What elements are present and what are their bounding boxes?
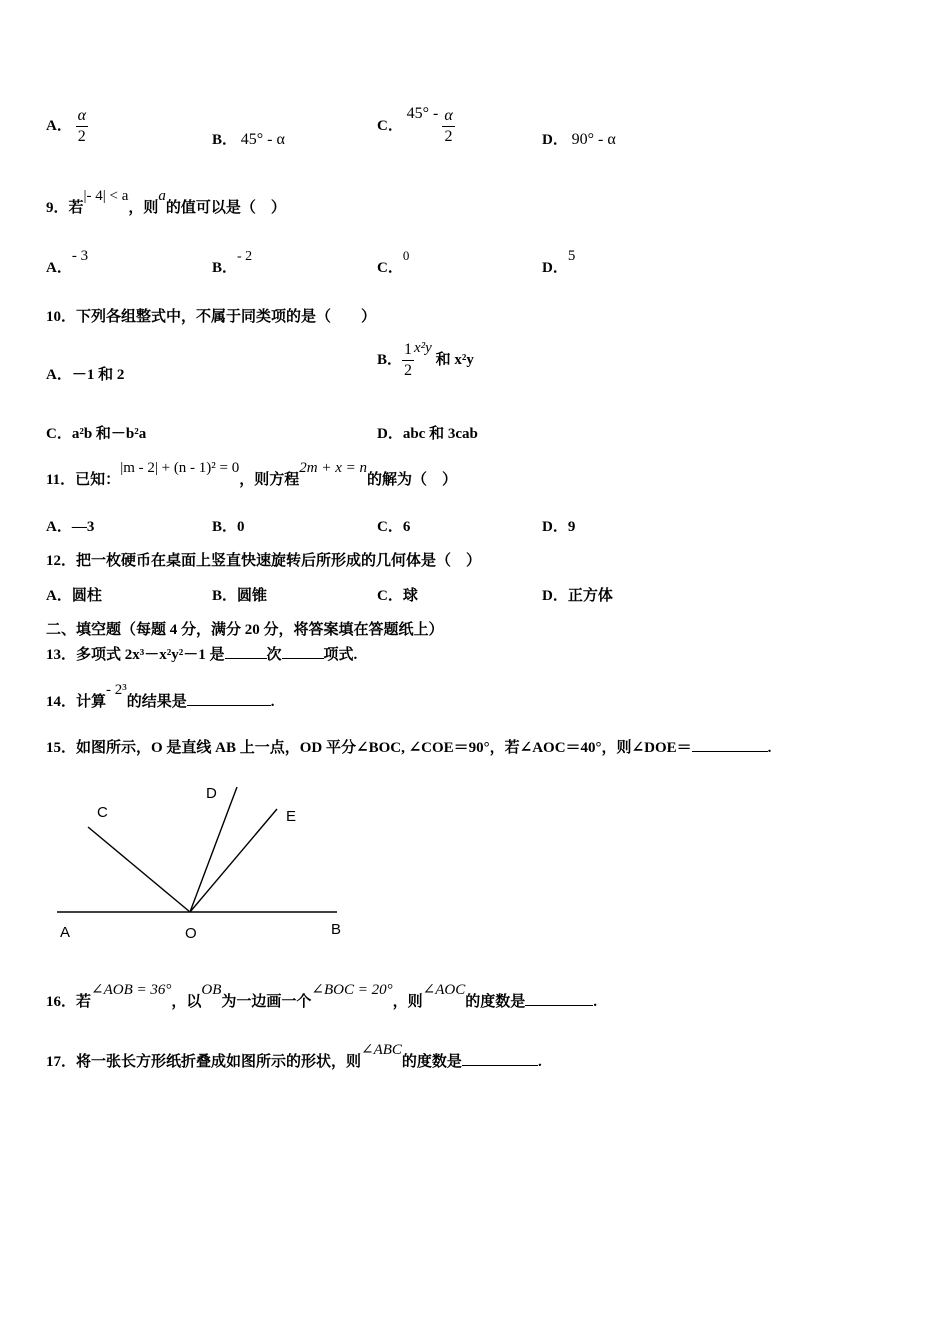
q10-option-a: A．－1 和 2 bbox=[46, 367, 125, 383]
q13-prefix: 13．多项式 bbox=[46, 647, 125, 663]
q17-abc: ∠ABC bbox=[361, 1042, 402, 1058]
q11-option-b bbox=[212, 515, 245, 536]
q10-option-c: C．a²b 和－b²a bbox=[46, 426, 147, 442]
q10-option-b bbox=[377, 340, 474, 381]
q16-mid3: ，则 bbox=[392, 994, 423, 1010]
q13-mid2: 次 bbox=[266, 647, 282, 663]
q16-boc: ∠BOC = 20° bbox=[311, 982, 393, 998]
q12-option-a bbox=[46, 584, 102, 605]
q9-option-value: - 3 bbox=[71, 248, 89, 264]
q11-prefix: 11．已知： bbox=[46, 472, 121, 488]
q16-ob: OB bbox=[201, 982, 222, 998]
q8-option-b-expr: 45° - α bbox=[240, 131, 285, 148]
q8-option-d-letter: D． bbox=[542, 132, 568, 148]
q12-option-value: 正方体 bbox=[567, 588, 613, 604]
q16-blank[interactable] bbox=[525, 1005, 593, 1006]
q14-end: . bbox=[270, 694, 275, 710]
q9-option-c bbox=[377, 248, 410, 277]
q8-option-a-letter: A． bbox=[46, 117, 72, 134]
label-o: O bbox=[185, 925, 197, 942]
q12-option-b bbox=[212, 584, 267, 605]
q8-option-c-letter: C． bbox=[377, 117, 403, 134]
label-e: E bbox=[286, 808, 297, 825]
q8-option-b-letter: B． bbox=[212, 132, 238, 148]
q17-end: . bbox=[537, 1054, 542, 1070]
q11-option-value: —3 bbox=[71, 519, 95, 535]
q8-option-b bbox=[212, 128, 285, 149]
q13-blank-degree[interactable] bbox=[225, 658, 267, 659]
q11-option-letter: C． bbox=[377, 519, 403, 535]
q8-option-c-left: 45° - bbox=[406, 104, 443, 122]
q8-c-den: 2 bbox=[444, 128, 453, 145]
q14-blank[interactable] bbox=[187, 705, 271, 706]
q8-a-den: 2 bbox=[77, 128, 86, 145]
q13-stem bbox=[46, 643, 357, 664]
q9-suffix: 的值可以是（ ） bbox=[165, 200, 286, 216]
q10-b-den: 2 bbox=[404, 362, 413, 379]
q9-option-value: - 2 bbox=[237, 249, 253, 264]
q13-suffix: 项式. bbox=[323, 647, 358, 663]
q9-option-letter: C． bbox=[377, 260, 403, 276]
q16-mid1: ，以 bbox=[171, 994, 202, 1010]
q14-suffix: 的结果是 bbox=[126, 694, 187, 710]
q9-option-value: 0 bbox=[402, 248, 410, 263]
q11-option-letter: B． bbox=[212, 519, 238, 535]
q8-a-num: α bbox=[76, 106, 88, 127]
q9-var: a bbox=[158, 188, 166, 204]
q11-option-a bbox=[46, 515, 94, 536]
q14-expr: - 2³ bbox=[106, 682, 127, 698]
q11-option-value: 0 bbox=[237, 519, 245, 535]
q15-end: . bbox=[767, 740, 772, 756]
q9-condition: |- 4| < a bbox=[83, 188, 129, 204]
q10-b-suffix: 和 x²y bbox=[435, 351, 474, 368]
q12-stem: 12．把一枚硬币在桌面上竖直快速旋转后所形成的几何体是（ ） bbox=[46, 553, 482, 569]
q12-option-letter: A． bbox=[46, 588, 72, 604]
q11-option-letter: A． bbox=[46, 519, 72, 535]
q9-mid: ，则 bbox=[128, 200, 159, 216]
q10-stem: 10．下列各组整式中，不属于同类项的是（ ） bbox=[46, 309, 377, 325]
q14-stem bbox=[46, 682, 275, 711]
q11-suffix: 的解为（ ） bbox=[367, 472, 458, 488]
q11-condition: |m - 2| + (n - 1)² = 0 bbox=[120, 460, 240, 476]
q8-option-a-fraction bbox=[76, 106, 88, 147]
q17-blank[interactable] bbox=[462, 1065, 538, 1066]
q11-option-d bbox=[542, 515, 575, 536]
q11-mid: ，则方程 bbox=[239, 472, 300, 488]
q17-suffix: 的度数是 bbox=[401, 1054, 462, 1070]
q14-prefix: 14．计算 bbox=[46, 694, 107, 710]
q9-prefix: 9．若 bbox=[46, 200, 84, 216]
q9-option-value: 5 bbox=[567, 248, 576, 264]
label-b: B bbox=[331, 921, 342, 938]
q10-b-term: x²y bbox=[414, 339, 432, 356]
q16-stem bbox=[46, 982, 597, 1011]
q9-option-d bbox=[542, 248, 576, 277]
q8-option-d bbox=[542, 128, 616, 149]
q13-poly: 2x³－x²y²－1 bbox=[124, 647, 206, 663]
ray-oe bbox=[190, 809, 277, 912]
q10-option-b-letter: B． bbox=[377, 351, 403, 368]
q16-end: . bbox=[593, 994, 597, 1010]
q12-option-value: 圆柱 bbox=[71, 588, 102, 604]
q11-stem bbox=[46, 460, 458, 489]
q12-option-c bbox=[377, 584, 418, 605]
q16-suffix: 的度数是 bbox=[465, 994, 526, 1010]
q16-prefix: 16．若 bbox=[46, 994, 92, 1010]
q11-option-c bbox=[377, 515, 410, 536]
q11-option-letter: D． bbox=[542, 519, 568, 535]
q9-option-letter: B． bbox=[212, 260, 238, 276]
q10-b-fraction bbox=[402, 340, 414, 381]
q12-option-letter: D． bbox=[542, 588, 568, 604]
q8-option-c-fraction bbox=[442, 106, 454, 147]
q9-option-b bbox=[212, 249, 253, 277]
q15-stem-text: 15．如图所示，O 是直线 AB 上一点，OD 平分∠BOC, ∠COE＝90°，若∠AOC＝40°，则∠DOE＝ bbox=[46, 740, 692, 756]
q17-prefix: 17．将一张长方形纸折叠成如图所示的形状，则 bbox=[46, 1054, 362, 1070]
q8-option-c bbox=[377, 106, 455, 147]
q15-blank[interactable] bbox=[692, 751, 768, 752]
q8-option-a bbox=[46, 106, 88, 147]
q11-option-value: 9 bbox=[567, 519, 576, 535]
section-heading: 二、填空题（每题 4 分，满分 20 分，将答案填在答题纸上） bbox=[46, 622, 444, 638]
ray-oc bbox=[88, 827, 190, 912]
q8-option-d-expr: 90° - α bbox=[571, 131, 616, 148]
q8-c-num: α bbox=[442, 106, 454, 127]
q15-figure bbox=[50, 778, 360, 948]
q12-option-letter: B． bbox=[212, 588, 238, 604]
q16-aob: ∠AOB = 36° bbox=[91, 982, 172, 998]
q12-option-letter: C． bbox=[377, 588, 403, 604]
q13-blank-terms[interactable] bbox=[282, 658, 324, 659]
ray-od bbox=[190, 787, 237, 912]
q12-option-value: 球 bbox=[402, 588, 418, 604]
q16-aoc: ∠AOC bbox=[422, 982, 466, 998]
q17-stem bbox=[46, 1042, 542, 1071]
q11-equation: 2m + x = n bbox=[299, 460, 368, 476]
q9-option-a bbox=[46, 248, 89, 277]
q9-option-letter: A． bbox=[46, 260, 72, 276]
label-c: C bbox=[97, 804, 108, 821]
q9-option-letter: D． bbox=[542, 260, 568, 276]
q16-mid2: 为一边画一个 bbox=[221, 994, 312, 1010]
q12-option-d bbox=[542, 584, 613, 605]
label-a: A bbox=[60, 924, 71, 941]
q12-option-value: 圆锥 bbox=[237, 588, 268, 604]
q9-stem bbox=[46, 188, 286, 217]
q11-option-value: 6 bbox=[402, 519, 411, 535]
q10-option-d: D．abc 和 3cab bbox=[377, 426, 478, 442]
q15-stem bbox=[46, 736, 771, 757]
q13-mid: 是 bbox=[205, 647, 225, 663]
q10-b-num: 1 bbox=[402, 340, 414, 361]
label-d: D bbox=[206, 785, 217, 802]
